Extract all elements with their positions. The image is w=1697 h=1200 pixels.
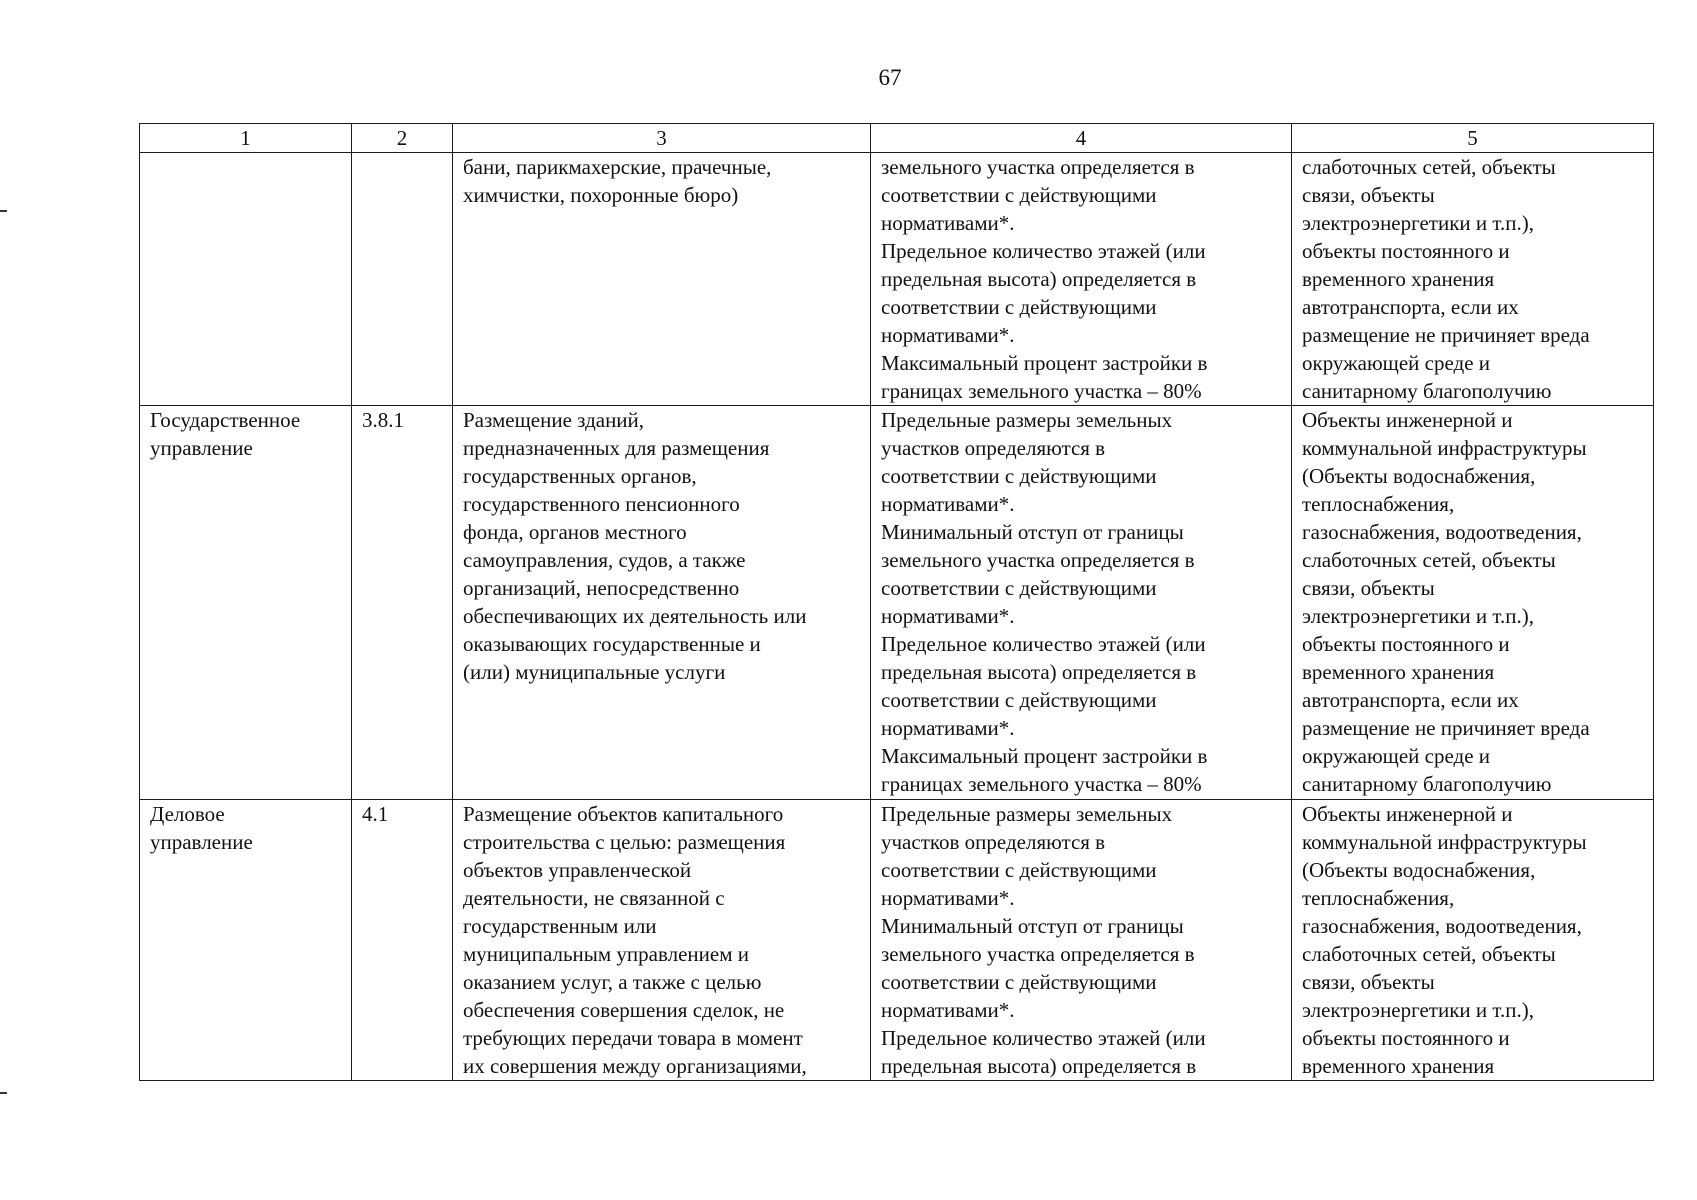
use-description-text: бани, парикмахерские, прачечные, химчистки, похоронные бюро)	[463, 155, 772, 207]
auxiliary-uses-cell	[1292, 153, 1654, 406]
use-parameters-cell	[871, 800, 1292, 1081]
use-code-cell	[352, 800, 453, 1081]
table-header-row	[140, 124, 1654, 153]
use-parameters-cell	[871, 153, 1292, 406]
use-description-cell	[453, 153, 871, 406]
use-parameters-text: земельного участка определяется в соответствии с действующими нормативами*. Предельное количество этажей (или предельная высота) определяется в соответствии с действующими нормативами*. Максимальный процент застройки в границах земельного участка – 80%	[881, 155, 1208, 403]
table-row	[140, 153, 1654, 406]
use-description-cell	[453, 406, 871, 800]
scan-margin-mark	[0, 1092, 7, 1094]
use-name-cell	[140, 800, 352, 1081]
use-description-text: Размещение объектов капитального строительства с целью: размещения объектов управленческой деятельности, не связанной с государственным или муниципальным управлением и оказанием услуг, а также с целью обеспечения совершения сделок, не требующих передачи товара в момент их совершения между организациями,	[463, 802, 807, 1078]
auxiliary-uses-text: слаботочных сетей, объекты связи, объекты электроэнергетики и т.п.), объекты постоянного и временного хранения автотранспорта, если их размещение не причиняет вреда окружающей среде и санитарному благополучию	[1302, 155, 1590, 403]
column-header-1: 1	[140, 124, 352, 153]
auxiliary-uses-cell	[1292, 800, 1654, 1081]
land-use-table	[139, 123, 1654, 1081]
column-header-4: 4	[871, 124, 1292, 153]
use-parameters-text: Предельные размеры земельных участков определяются в соответствии с действующими нормативами*. Минимальный отступ от границы земельного участка определяется в соответствии с действующими нормативами*. Предельное количество этажей (или предельная высота) определяется в	[881, 802, 1206, 1078]
use-code-cell	[352, 406, 453, 800]
use-parameters-cell	[871, 406, 1292, 800]
scan-margin-mark	[0, 210, 7, 212]
use-description-cell	[453, 800, 871, 1081]
use-code-text: 3.8.1	[362, 408, 404, 432]
use-code-text: 4.1	[362, 802, 389, 826]
auxiliary-uses-text: Объекты инженерной и коммунальной инфраструктуры (Объекты водоснабжения, теплоснабжения, газоснабжения, водоотведения, слаботочных сетей, объекты связи, объекты электроэнергетики и т.п.), объекты постоянного и временного хранения	[1302, 802, 1587, 1078]
use-name-text: Деловое управление	[150, 802, 253, 854]
column-header-2: 2	[352, 124, 453, 153]
use-description-text: Размещение зданий, предназначенных для размещения государственных органов, государственного пенсионного фонда, органов местного самоуправления, судов, а также организаций, непосредственно обеспечивающих их деятельность или оказывающих государственные и (или) муниципальные услуги	[463, 408, 807, 684]
column-header-3: 3	[453, 124, 871, 153]
use-name-cell	[140, 153, 352, 406]
use-name-cell	[140, 406, 352, 800]
auxiliary-uses-text: Объекты инженерной и коммунальной инфраструктуры (Объекты водоснабжения, теплоснабжения, газоснабжения, водоотведения, слаботочных сетей, объекты связи, объекты электроэнергетики и т.п.), объекты постоянного и временного хранения автотранспорта, если их размещение не причиняет вреда окружающей среде и санитарному благополучию	[1302, 408, 1590, 796]
page-number: 67	[878, 65, 902, 90]
use-code-cell	[352, 153, 453, 406]
column-header-5: 5	[1292, 124, 1654, 153]
use-name-text: Государственное управление	[150, 408, 301, 460]
table-row	[140, 406, 1654, 800]
auxiliary-uses-cell	[1292, 406, 1654, 800]
use-parameters-text: Предельные размеры земельных участков определяются в соответствии с действующими нормативами*. Минимальный отступ от границы земельного участка определяется в соответствии с действующими нормативами*. Предельное количество этажей (или предельная высота) определяется в соответствии с действующими нормативами*. Максимальный процент застройки в границах земельного участка – 80%	[881, 408, 1208, 796]
table-row	[140, 800, 1654, 1081]
